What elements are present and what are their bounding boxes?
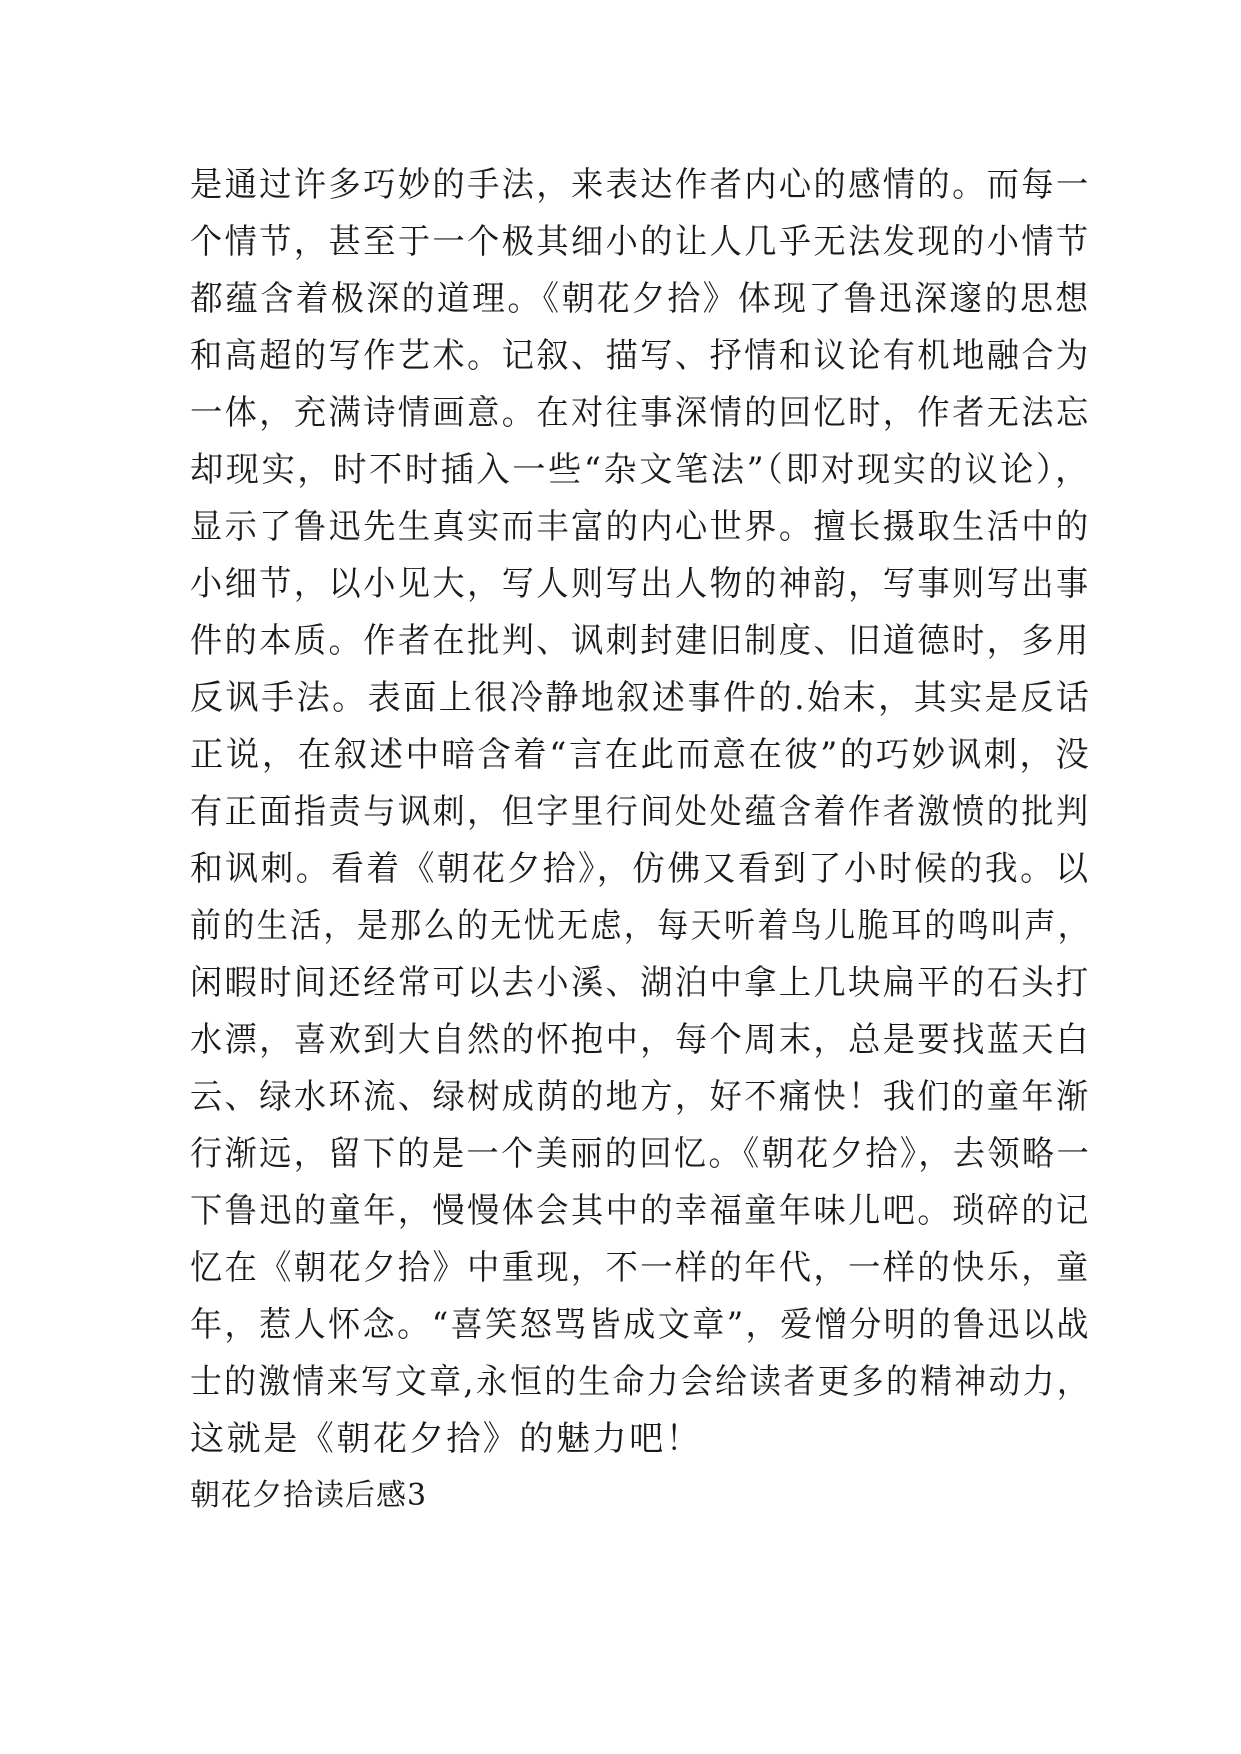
paragraph-line: 有正面指责与讽刺，但字里行间处处蕴含着作者激愤的批判	[190, 792, 1091, 832]
paragraph-line: 和讽刺。看着《朝花夕拾》，仿佛又看到了小时候的我。以	[190, 849, 1091, 889]
paragraph-line: 前的生活，是那么的无忧无虑，每天听着鸟儿脆耳的鸣叫声，	[190, 906, 1092, 946]
paragraph-line: 件的本质。作者在批判、讽刺封建旧制度、旧道德时，多用	[190, 621, 1091, 661]
paragraph-line: 反讽手法。表面上很冷静地叙述事件的.始末，其实是反话	[190, 678, 1092, 718]
paragraph-line: 个情节，甚至于一个极其细小的让人几乎无法发现的小情节	[190, 222, 1091, 262]
paragraph-line: 士的激情来写文章,永恒的生命力会给读者更多的精神动力，	[190, 1362, 1092, 1402]
paragraph-line: 显示了鲁迅先生真实而丰富的内心世界。擅长摄取生活中的	[190, 507, 1091, 547]
section-heading: 朝花夕拾读后感3	[190, 1478, 428, 1513]
paragraph-line: 却现实，时不时插入一些“杂文笔法”（即对现实的议论），	[190, 450, 1091, 490]
paragraph-line: 是通过许多巧妙的手法，来表达作者内心的感情的。而每一	[190, 165, 1091, 205]
paragraph-line: 行渐远，留下的是一个美丽的回忆。《朝花夕拾》，去领略一	[190, 1134, 1092, 1174]
paragraph-line: 水漂，喜欢到大自然的怀抱中，每个周末，总是要找蓝天白	[190, 1020, 1091, 1060]
paragraph-line: 闲暇时间还经常可以去小溪、湖泊中拿上几块扁平的石头打	[190, 963, 1091, 1003]
paragraph-line: 一体，充满诗情画意。在对往事深情的回忆时，作者无法忘	[190, 393, 1091, 433]
paragraph-line: 都蕴含着极深的道理。《朝花夕拾》体现了鲁迅深邃的思想	[190, 279, 1091, 319]
paragraph-line: 这就是《朝花夕拾》的魅力吧！	[190, 1419, 703, 1459]
paragraph-line: 正说，在叙述中暗含着“言在此而意在彼”的巧妙讽刺，没	[190, 735, 1092, 775]
paragraph-line: 和高超的写作艺术。记叙、描写、抒情和议论有机地融合为	[190, 336, 1091, 376]
paragraph-line: 下鲁迅的童年，慢慢体会其中的幸福童年味儿吧。琐碎的记	[190, 1191, 1091, 1231]
paragraph-line: 小细节，以小见大，写人则写出人物的神韵，写事则写出事	[190, 564, 1091, 604]
paragraph-line: 忆在《朝花夕拾》中重现，不一样的年代，一样的快乐，童	[190, 1248, 1091, 1288]
paragraph-line: 年，惹人怀念。“喜笑怒骂皆成文章”，爱憎分明的鲁迅以战	[190, 1305, 1091, 1345]
paragraph-line: 云、绿水环流、绿树成荫的地方，好不痛快！我们的童年渐	[190, 1077, 1091, 1117]
